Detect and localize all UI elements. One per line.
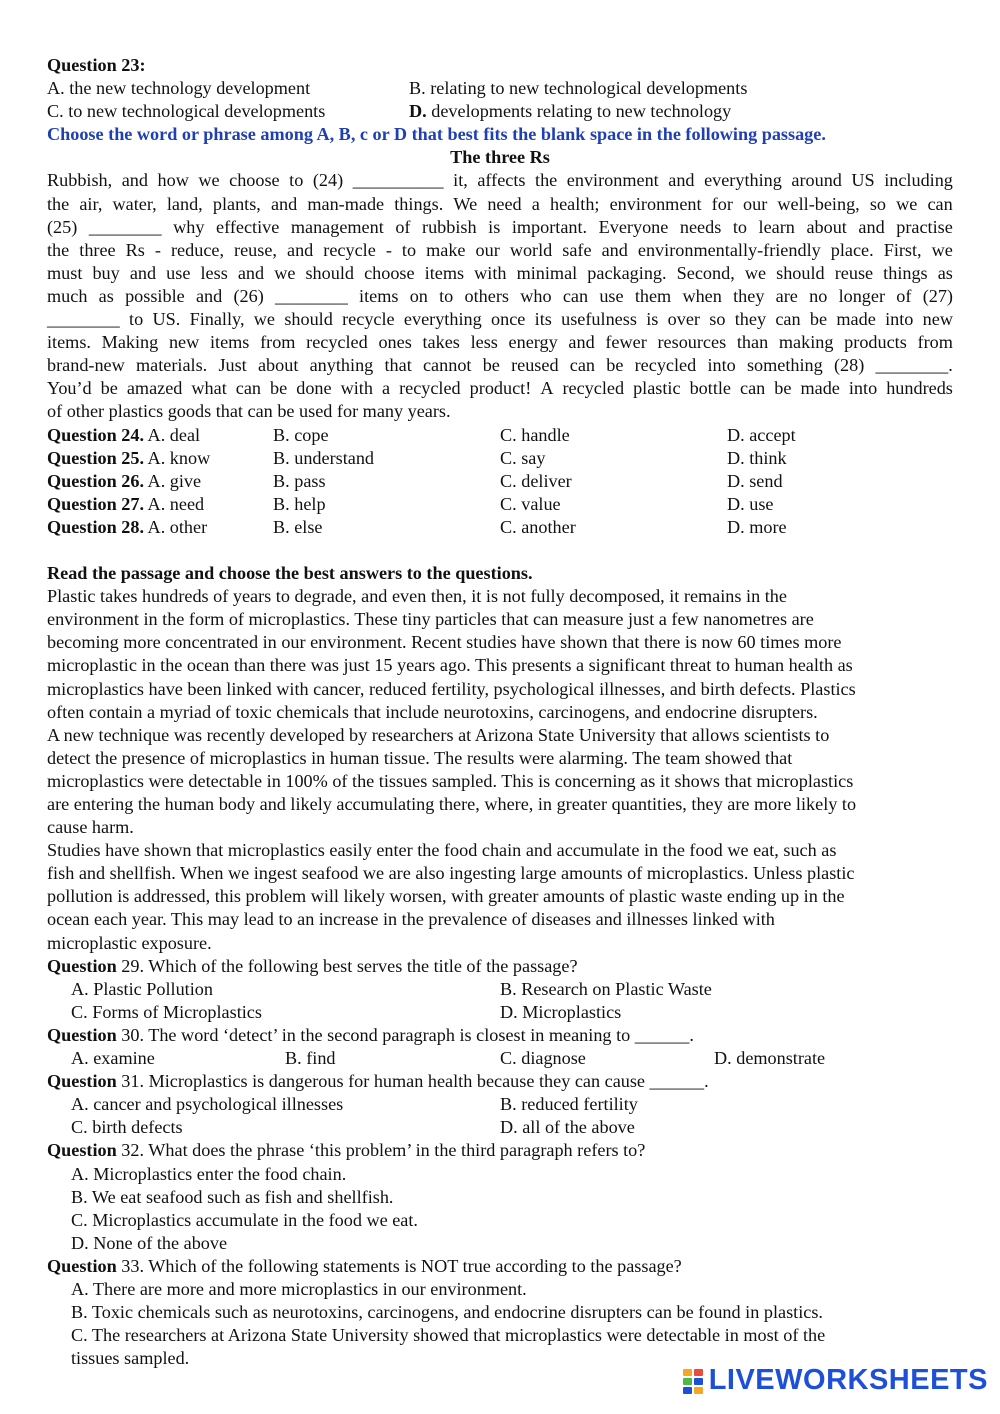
word: Rs (125, 239, 145, 260)
passage2-line: microplastic in the ocean than there was just 15 years ago. This presents a significant threat to human health as (47, 655, 853, 676)
answer-option-d[interactable]: D. Microplastics (500, 1001, 622, 1022)
word: about (257, 355, 299, 376)
question-row-25 (47, 447, 953, 470)
word: of (896, 285, 912, 306)
word: and (601, 239, 628, 260)
word: something (746, 355, 823, 376)
passage1-line (47, 354, 953, 377)
passage2-line: fish and shellfish. When we ingest seafood we are also ingesting large amounts of microplastics. Unless plastic (47, 863, 855, 884)
word: into (848, 378, 878, 399)
question-text: 29. Which of the following best serves the title of the passage? (116, 955, 578, 976)
passage1-line (47, 193, 953, 216)
word: everything (403, 309, 482, 330)
question-label: Question (47, 955, 117, 976)
word: bottle (689, 378, 731, 399)
answer-option-a[interactable]: A. need (144, 493, 205, 514)
word: reduce, (171, 239, 225, 260)
word: is (488, 216, 501, 237)
word: recycle (323, 239, 376, 260)
word: usefulness (561, 309, 637, 330)
word: done (296, 378, 332, 399)
q23-option-d (409, 100, 731, 123)
word: cannot (422, 355, 472, 376)
word: a (381, 378, 391, 399)
question-text: 32. What does the phrase ‘this problem’ in the third paragraph refers to? (116, 1140, 646, 1161)
word: You’d (47, 378, 92, 399)
word: (24) (312, 170, 344, 191)
question-label: Question 26. (47, 470, 145, 491)
answer-option-b[interactable]: B. help (273, 493, 326, 514)
question-32 (47, 1139, 953, 1162)
question-33 (47, 1255, 953, 1278)
liveworksheets-logo-icon (683, 1367, 705, 1395)
passage1-line (47, 169, 953, 192)
question-label: Question 24. (47, 424, 145, 445)
word: Rubbish, (47, 170, 113, 191)
answer-option-d[interactable]: D. None of the above (71, 1232, 228, 1253)
word: choose (229, 170, 280, 191)
word: energy (508, 332, 558, 353)
word: must (47, 262, 83, 283)
word: recycled (306, 332, 368, 353)
answer-option-d[interactable]: D. more (727, 516, 787, 537)
answer-option-a[interactable]: A. know (144, 447, 211, 468)
word: they (733, 285, 765, 306)
q23-title: Question 23: (47, 55, 146, 75)
answer-option-b[interactable]: B. reduced fertility (500, 1094, 638, 1115)
q23-option-d-text: developments relating to new technology (426, 101, 732, 122)
answer-option-b[interactable]: B. pass (273, 470, 326, 491)
word: we (198, 170, 220, 191)
answer-option-d[interactable]: D. accept (727, 424, 796, 445)
word: to (401, 239, 417, 260)
word: We (453, 193, 478, 214)
answer-option-c[interactable]: C. diagnose (500, 1048, 586, 1069)
answer-option-b[interactable]: B. else (273, 516, 323, 537)
word: and (195, 285, 223, 306)
passage2-line: Studies have shown that microplastics easily enter the food chain and accumulate in the food we eat, such as (47, 840, 837, 861)
worksheet-page (47, 54, 953, 1370)
word: recycled (562, 378, 625, 399)
q29-options-row-2 (47, 1001, 953, 1024)
word: __________ (352, 170, 444, 191)
passage1-line (47, 262, 953, 285)
answer-option-c[interactable]: C. another (500, 516, 576, 537)
word: Making (101, 332, 159, 353)
word: so (869, 193, 887, 214)
word: be (270, 378, 288, 399)
passage2-line: A new technique was recently developed by researchers at Arizona State University that allows scientists to (47, 724, 830, 745)
question-30 (47, 1024, 953, 1047)
question-label: Question (47, 1255, 117, 1276)
word: things (883, 262, 928, 283)
word: man-made (307, 193, 385, 214)
word: hundreds (886, 378, 953, 399)
word: product! (469, 378, 532, 399)
word: be (774, 378, 792, 399)
passage2-line: Plastic takes hundreds of years to degrade, and even then, it is not fully decomposed, it remains in the (47, 586, 787, 607)
word: once (491, 309, 526, 330)
question-text: 33. Which of the following statements is NOT true according to the passage? (116, 1255, 682, 1276)
word: items (209, 332, 250, 353)
word: the (47, 239, 70, 260)
passage2-line: microplastics were detectable in 100% of the tissues sampled. This is concerning as it shows that microplastics (47, 770, 854, 791)
word: can (740, 378, 766, 399)
word: needs (679, 216, 722, 237)
word: on (409, 285, 428, 306)
word: possible (125, 285, 185, 306)
word: less (470, 332, 498, 353)
word: US. (152, 309, 181, 330)
word: world (509, 239, 553, 260)
q23-option-d-letter: D. (409, 101, 427, 122)
word: effective (216, 216, 280, 237)
word: make (426, 239, 466, 260)
word: should (284, 309, 333, 330)
word: and (668, 170, 695, 191)
passage2-line: pollution is addressed, this problem will likely worsen, with greater amounts of plastic waste ending up in the (47, 886, 845, 907)
word: of (395, 216, 411, 237)
word: is (646, 309, 659, 330)
passage2-line: microplastics have been linked with cancer, reduced fertility, psychological illnesses, and birth defects. Plastics (47, 678, 856, 699)
word: fewer (605, 332, 647, 353)
word: First, (883, 239, 922, 260)
question-text: 31. Microplastics is dangerous for human health because they can cause ______. (116, 1071, 709, 1092)
liveworksheets-logo (683, 1364, 988, 1398)
word: plants, (212, 193, 261, 214)
question-text: 30. The word ‘detect’ in the second paragraph is closest in meaning to ______. (116, 1024, 694, 1045)
word: practise (896, 216, 953, 237)
word: US (851, 170, 875, 191)
word: use (599, 285, 624, 306)
word: we (896, 193, 918, 214)
word: that (384, 355, 412, 376)
word: should (305, 262, 354, 283)
word: (27) (922, 285, 953, 306)
q23-option-a: A. the new technology development (47, 78, 311, 99)
word: to (129, 309, 144, 330)
q31-options-row-1 (47, 1093, 953, 1116)
word: air, (79, 193, 103, 214)
word: can (927, 193, 953, 214)
answer-option-b[interactable]: B. Research on Plastic Waste (500, 978, 712, 999)
word: water, (112, 193, 157, 214)
q23-options-row-1 (47, 77, 953, 100)
word: and (129, 262, 157, 283)
answer-option-c[interactable]: C. The researchers at Arizona State University showed that microplastics were detectable in most of the (71, 1325, 826, 1346)
answer-option-b[interactable]: B. Toxic chemicals such as neurotoxins, carcinogens, and endocrine disrupters can be found in plastics. (71, 1302, 823, 1323)
answer-option-a[interactable]: A. There are more and more microplastics in our environment. (71, 1278, 527, 1299)
passage2-line: are entering the human body and likely accumulating there, where, in greater quantities, they are more likely to (47, 794, 857, 814)
word: items (359, 285, 399, 306)
answer-option-b[interactable]: B. understand (273, 447, 375, 468)
word: rubbish (422, 216, 477, 237)
word: about (806, 216, 847, 237)
word: when (682, 285, 722, 306)
passage1-line (47, 308, 953, 331)
word: (26) (233, 285, 264, 306)
word: into (885, 309, 914, 330)
word: materials. (136, 355, 208, 376)
word: be (482, 355, 500, 376)
word: and (121, 170, 148, 191)
answer-option-a[interactable]: A. Microplastics enter the food chain. (71, 1163, 347, 1184)
passage2-line: environment in the form of microplastics. These tiny particles that can measure just a few nanometres are (47, 609, 814, 630)
word: everything (704, 170, 782, 191)
question-31 (47, 1070, 953, 1093)
word: anything (309, 355, 374, 376)
answer-option-d[interactable]: D. think (727, 447, 787, 468)
word: much (47, 285, 88, 306)
question-row-28 (47, 516, 953, 539)
answer-option-c[interactable]: C. deliver (500, 470, 572, 491)
word: to (732, 216, 747, 237)
section1-instruction: Choose the word or phrase among A, B, c or D that best fits the blank space in the following passage. (47, 124, 826, 145)
word: health; (549, 193, 600, 214)
word: recycled (399, 378, 461, 399)
word: we (253, 309, 276, 330)
question-row-24 (47, 424, 953, 447)
answer-option-b[interactable]: B. find (285, 1048, 336, 1069)
answer-option-b[interactable]: B. We eat seafood such as fish and shellfish. (71, 1186, 394, 1207)
word: no (809, 285, 828, 306)
word: we (931, 239, 953, 260)
word: to (289, 170, 304, 191)
section-spacer (47, 539, 953, 562)
word: resources (657, 332, 727, 353)
word: recycle (342, 309, 395, 330)
word: for (711, 193, 733, 214)
word: A (540, 378, 554, 399)
word: and (270, 193, 298, 214)
q29-options-row-1 (47, 978, 953, 1001)
question-row-27 (47, 493, 953, 516)
word: longer (838, 285, 886, 306)
word: it, (453, 170, 468, 191)
question-label: Question 27. (47, 493, 145, 514)
word: reused (511, 355, 559, 376)
word: including (884, 170, 953, 191)
word: what (191, 378, 227, 399)
word: buy (92, 262, 120, 283)
word: its (534, 309, 552, 330)
word: items (424, 262, 465, 283)
word: from (917, 332, 953, 353)
word: brand-new (47, 355, 125, 376)
word: and (568, 332, 595, 353)
word: choose (364, 262, 415, 283)
word: the (47, 193, 70, 214)
word: Finally, (189, 309, 245, 330)
word: Second, (676, 262, 735, 283)
word: who (520, 285, 552, 306)
word: be (100, 378, 118, 399)
word: the (535, 170, 558, 191)
word: ________ (88, 216, 162, 237)
passage2-line: often contain a myriad of toxic chemicals that include neurotoxins, carcinogens, and endocrine disrupters. (47, 701, 818, 722)
word: land, (166, 193, 203, 214)
answer-option-c-continued[interactable]: tissues sampled. (71, 1348, 190, 1369)
word: reuse, (234, 239, 277, 260)
word: from (260, 332, 296, 353)
word: plastic (633, 378, 681, 399)
word: new (168, 332, 200, 353)
word: our (743, 193, 768, 214)
word: packaging. (587, 262, 667, 283)
question-label: Question 28. (47, 516, 145, 537)
question-row-26 (47, 470, 953, 493)
word: affects (477, 170, 526, 191)
q23-option-b: B. relating to new technological developments (409, 78, 748, 99)
word: (28) (833, 355, 865, 376)
word: are (775, 285, 798, 306)
passage2-line: microplastic exposure. (47, 932, 212, 953)
word: than (736, 332, 769, 353)
answer-option-a[interactable]: A. examine (71, 1048, 155, 1069)
word: reuse (834, 262, 874, 283)
word: important. (511, 216, 588, 237)
word: (25) (47, 216, 78, 237)
passage1-line (47, 377, 953, 400)
word: with (474, 262, 507, 283)
question-label: Question 25. (47, 447, 145, 468)
passage2-line: cause harm. (47, 817, 134, 838)
answer-option-c[interactable]: C. value (500, 493, 561, 514)
question-label: Question (47, 1024, 117, 1045)
word: can (775, 309, 801, 330)
word: learn (758, 216, 795, 237)
word: as (98, 285, 114, 306)
word: environment (566, 170, 659, 191)
word: management (290, 216, 384, 237)
word: be (809, 309, 828, 330)
word: we (274, 262, 296, 283)
q30-options-row (47, 1047, 953, 1070)
answer-option-d[interactable]: D. all of the above (500, 1117, 635, 1138)
word: how (157, 170, 189, 191)
passage1-line: of other plastics goods that can be used for many years. (47, 401, 451, 422)
word: can (562, 285, 589, 306)
word: three (79, 239, 116, 260)
word: new (922, 309, 953, 330)
answer-option-a[interactable]: A. give (144, 470, 202, 491)
word: and (858, 216, 885, 237)
word: over (667, 309, 700, 330)
passage-title: The three Rs (450, 147, 550, 168)
passage2-line: detect the presence of microplastics in human tissue. The results were alarming. The team showed that (47, 747, 793, 768)
answer-option-c[interactable]: C. handle (500, 424, 570, 445)
word: products (844, 332, 907, 353)
answer-option-a[interactable]: A. cancer and psychological illnesses (71, 1094, 344, 1115)
word: ________ (47, 309, 120, 330)
word: they (734, 309, 767, 330)
word: our (475, 239, 500, 260)
word: minimal (516, 262, 578, 283)
word: and (237, 262, 265, 283)
word: - (385, 239, 392, 260)
word: safe (562, 239, 592, 260)
word: so (709, 309, 726, 330)
answer-option-c[interactable]: C. Forms of Microplastics (71, 1001, 262, 1022)
word: them (634, 285, 672, 306)
word: place. (830, 239, 874, 260)
word: well-being, (777, 193, 860, 214)
word: use (166, 262, 191, 283)
question-label: Question (47, 1140, 117, 1161)
word: can (569, 355, 596, 376)
word: to (439, 285, 454, 306)
q31-options-row-2 (47, 1116, 953, 1139)
answer-option-a[interactable]: A. other (144, 516, 208, 537)
passage1-line (47, 285, 953, 308)
word: made (836, 309, 876, 330)
answer-option-d[interactable]: D. send (727, 470, 783, 491)
word: recycled (634, 355, 697, 376)
word: and (287, 239, 314, 260)
word: with (340, 378, 373, 399)
answer-option-d[interactable]: D. demonstrate (714, 1048, 826, 1069)
answer-option-b[interactable]: B. cope (273, 424, 329, 445)
word: environmentally-friendly (637, 239, 821, 260)
word: should (776, 262, 825, 283)
question-29 (47, 955, 953, 978)
passage1-line (47, 239, 953, 262)
word: Just (218, 355, 247, 376)
word: things. (394, 193, 444, 214)
passage1-line (47, 216, 953, 239)
word: less (200, 262, 228, 283)
answer-option-c[interactable]: C. Microplastics accumulate in the food we eat. (71, 1209, 418, 1230)
word: can (235, 378, 262, 399)
word: we (744, 262, 767, 283)
word: making (778, 332, 834, 353)
word: takes (422, 332, 460, 353)
answer-option-c[interactable]: C. say (500, 447, 546, 468)
section2-instruction: Read the passage and choose the best answers to the questions. (47, 563, 533, 584)
q23-option-c: C. to new technological developments (47, 101, 326, 122)
word: be (606, 355, 624, 376)
word: Everyone (598, 216, 669, 237)
word: environment (609, 193, 702, 214)
word: - (154, 239, 161, 260)
word: ones (378, 332, 412, 353)
word: items. (47, 332, 91, 353)
word: a (531, 193, 540, 214)
answer-option-a[interactable]: A. deal (144, 424, 201, 445)
answer-option-a[interactable]: A. Plastic Pollution (71, 978, 213, 999)
word: why (173, 216, 205, 237)
question-label: Question (47, 1071, 117, 1092)
passage1-line (47, 331, 953, 354)
word: ________ (275, 285, 348, 306)
word: amazed (126, 378, 183, 399)
liveworksheets-logo-text: LIVEWORKSHEETS (708, 1364, 988, 1397)
word: others (464, 285, 509, 306)
q23-options-row-2 (47, 100, 953, 123)
word: made (800, 378, 840, 399)
word: as (937, 262, 953, 283)
passage2-line: ocean each year. This may lead to an increase in the prevalence of diseases and illnesses linked with (47, 909, 775, 930)
answer-option-d[interactable]: D. use (727, 493, 774, 514)
answer-option-c[interactable]: C. birth defects (71, 1117, 183, 1138)
word: around (791, 170, 842, 191)
word: ________. (875, 355, 953, 376)
passage2-line: becoming more concentrated in our environment. Recent studies have shown that there is now 60 times more (47, 632, 842, 653)
word: into (707, 355, 736, 376)
word: need (487, 193, 522, 214)
